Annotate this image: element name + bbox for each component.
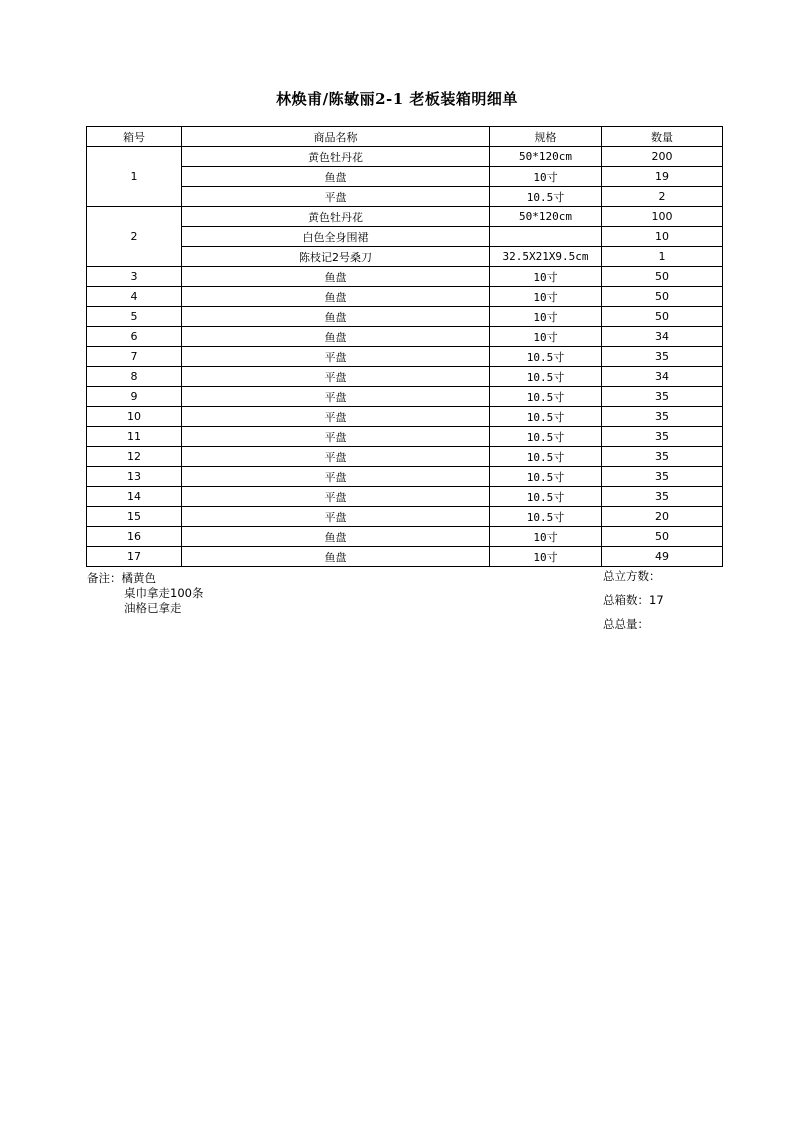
product-name-cell: 平盘 [182,447,490,467]
header-product-name: 商品名称 [182,127,490,147]
table-row [87,447,723,467]
spec-cell: 10寸 [490,327,602,347]
table-row [87,427,723,447]
box-number-cell: 15 [87,507,182,527]
quantity-cell: 1 [602,247,723,267]
spec-cell [490,227,602,247]
spec-cell: 10.5寸 [490,407,602,427]
table-row [87,547,723,567]
table-row [87,327,723,347]
total-boxes: 总箱数：17 [603,593,664,607]
table-body [87,147,723,567]
quantity-cell: 35 [602,407,723,427]
product-name-cell: 平盘 [182,467,490,487]
quantity-cell: 35 [602,347,723,367]
quantity-cell: 35 [602,487,723,507]
table-header-row [87,127,723,147]
quantity-cell: 50 [602,287,723,307]
product-name-cell: 平盘 [182,487,490,507]
packing-list-table [86,126,723,567]
table-row [87,467,723,487]
header-spec: 规格 [490,127,602,147]
spec-cell: 50*120cm [490,147,602,167]
document-title: 林焕甫/陈敏丽2-1 老板装箱明细单 [276,90,518,108]
table-row [87,307,723,327]
product-name-cell: 平盘 [182,187,490,207]
spec-cell: 10.5寸 [490,507,602,527]
spec-cell: 10.5寸 [490,427,602,447]
quantity-cell: 10 [602,227,723,247]
table-row [87,507,723,527]
quantity-cell: 49 [602,547,723,567]
product-name-cell: 鱼盘 [182,267,490,287]
box-number-cell: 12 [87,447,182,467]
quantity-cell: 35 [602,447,723,467]
spec-cell: 10.5寸 [490,187,602,207]
summary-block [603,569,664,641]
box-number-cell: 9 [87,387,182,407]
table-row [87,147,723,167]
spec-cell: 10.5寸 [490,447,602,467]
product-name-cell: 黄色牡丹花 [182,207,490,227]
product-name-cell: 鱼盘 [182,307,490,327]
box-number-cell: 4 [87,287,182,307]
product-name-cell: 平盘 [182,387,490,407]
table-row [87,227,723,247]
quantity-cell: 50 [602,527,723,547]
quantity-cell: 20 [602,507,723,527]
table-row [87,347,723,367]
spec-cell: 10.5寸 [490,367,602,387]
spec-cell: 10.5寸 [490,387,602,407]
box-number-cell: 2 [87,207,182,267]
remark-line: 油格已拿走 [124,601,182,615]
quantity-cell: 100 [602,207,723,227]
box-number-cell: 3 [87,267,182,287]
quantity-cell: 50 [602,307,723,327]
remark-line: 桌巾拿走100条 [124,586,204,600]
product-name-cell: 黄色牡丹花 [182,147,490,167]
table-row [87,527,723,547]
box-number-cell: 14 [87,487,182,507]
total-weight: 总总量： [603,617,649,631]
remarks [87,571,203,616]
product-name-cell: 鱼盘 [182,287,490,307]
spec-cell: 10.5寸 [490,467,602,487]
table-row [87,407,723,427]
box-number-cell: 10 [87,407,182,427]
quantity-cell: 2 [602,187,723,207]
product-name-cell: 鱼盘 [182,167,490,187]
spec-cell: 10寸 [490,267,602,287]
product-name-cell: 平盘 [182,427,490,447]
remarks-label: 备注： [87,571,122,585]
product-name-cell: 平盘 [182,367,490,387]
spec-cell: 10寸 [490,547,602,567]
box-number-cell: 8 [87,367,182,387]
remark-line: 橘黄色 [121,571,156,585]
spec-cell: 10寸 [490,307,602,327]
spec-cell: 10寸 [490,287,602,307]
quantity-cell: 35 [602,387,723,407]
quantity-cell: 35 [602,467,723,487]
table-row [87,167,723,187]
quantity-cell: 35 [602,427,723,447]
quantity-cell: 50 [602,267,723,287]
table-row [87,287,723,307]
spec-cell: 10寸 [490,167,602,187]
spec-cell: 10.5寸 [490,487,602,507]
box-number-cell: 6 [87,327,182,347]
box-number-cell: 7 [87,347,182,367]
table-row [87,387,723,407]
spec-cell: 10.5寸 [490,347,602,367]
product-name-cell: 陈枝记2号桑刀 [182,247,490,267]
product-name-cell: 平盘 [182,347,490,367]
spec-cell: 10寸 [490,527,602,547]
spec-cell: 50*120cm [490,207,602,227]
header-quantity: 数量 [602,127,723,147]
product-name-cell: 鱼盘 [182,527,490,547]
total-volume: 总立方数： [603,569,661,583]
quantity-cell: 34 [602,327,723,347]
table-row [87,267,723,287]
box-number-cell: 13 [87,467,182,487]
box-number-cell: 1 [87,147,182,207]
product-name-cell: 平盘 [182,507,490,527]
product-name-cell: 白色全身围裙 [182,227,490,247]
product-name-cell: 平盘 [182,407,490,427]
spec-cell: 32.5X21X9.5cm [490,247,602,267]
box-number-cell: 17 [87,547,182,567]
table-row [87,487,723,507]
header-box-no: 箱号 [87,127,182,147]
table-row [87,207,723,227]
product-name-cell: 鱼盘 [182,327,490,347]
box-number-cell: 16 [87,527,182,547]
table-row [87,367,723,387]
table-row [87,247,723,267]
quantity-cell: 200 [602,147,723,167]
quantity-cell: 19 [602,167,723,187]
box-number-cell: 5 [87,307,182,327]
table-row [87,187,723,207]
box-number-cell: 11 [87,427,182,447]
quantity-cell: 34 [602,367,723,387]
product-name-cell: 鱼盘 [182,547,490,567]
